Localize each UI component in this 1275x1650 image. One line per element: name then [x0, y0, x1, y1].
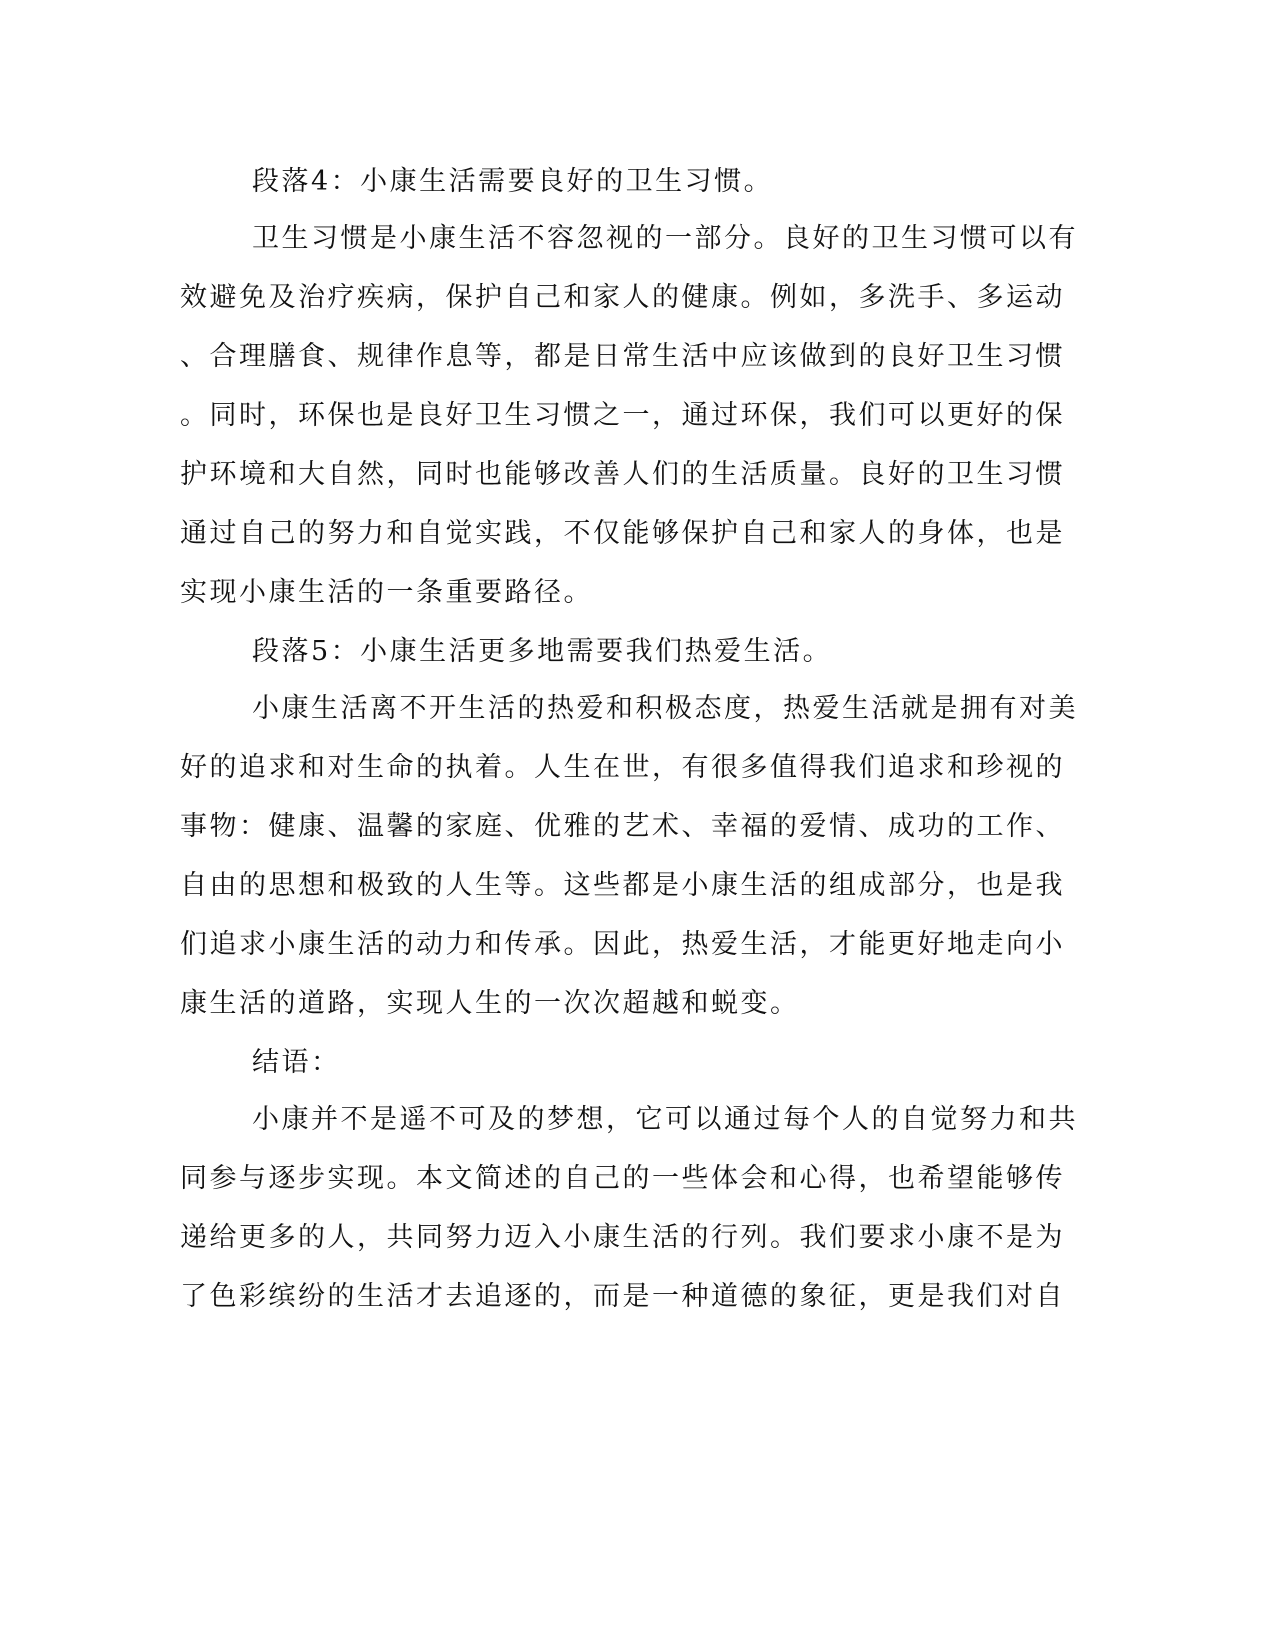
section-5-paragraph-line: 事物：健康、温馨的家庭、优雅的艺术、幸福的爱情、成功的工作、	[180, 811, 1065, 842]
section-4-paragraph-line: 卫生习惯是小康生活不容忽视的一部分。良好的卫生习惯可以有	[252, 223, 1078, 254]
section-4-paragraph-line: 护环境和大自然，同时也能够改善人们的生活质量。良好的卫生习惯	[180, 459, 1065, 490]
section-4-paragraph-line: 实现小康生活的一条重要路径。	[180, 577, 593, 608]
section-4-paragraph-line: 、合理膳食、规律作息等，都是日常生活中应该做到的良好卫生习惯	[180, 341, 1065, 372]
conclusion-paragraph-line: 同参与逐步实现。本文简述的自己的一些体会和心得，也希望能够传	[180, 1163, 1065, 1194]
section-5-heading: 段落5：小康生活更多地需要我们热爱生活。	[252, 636, 833, 667]
conclusion-paragraph-line: 小康并不是遥不可及的梦想，它可以通过每个人的自觉努力和共	[252, 1104, 1078, 1135]
section-4-paragraph-line: 。同时，环保也是良好卫生习惯之一，通过环保，我们可以更好的保	[180, 400, 1065, 431]
section-5-paragraph-line: 们追求小康生活的动力和传承。因此，热爱生活，才能更好地走向小	[180, 929, 1065, 960]
section-4-heading: 段落4：小康生活需要良好的卫生习惯。	[252, 166, 774, 197]
conclusion-paragraph-line: 了色彩缤纷的生活才去追逐的，而是一种道德的象征，更是我们对自	[180, 1281, 1065, 1312]
section-5-paragraph-line: 康生活的道路，实现人生的一次次超越和蜕变。	[180, 988, 800, 1019]
section-5-paragraph-line: 好的追求和对生命的执着。人生在世，有很多值得我们追求和珍视的	[180, 752, 1065, 783]
section-4-paragraph-line: 效避免及治疗疾病，保护自己和家人的健康。例如，多洗手、多运动	[180, 282, 1065, 313]
conclusion-paragraph-line: 递给更多的人，共同努力迈入小康生活的行列。我们要求小康不是为	[180, 1222, 1065, 1253]
section-5-paragraph-line: 小康生活离不开生活的热爱和积极态度，热爱生活就是拥有对美	[252, 693, 1078, 724]
section-5-paragraph-line: 自由的思想和极致的人生等。这些都是小康生活的组成部分，也是我	[180, 870, 1065, 901]
conclusion-heading: 结语：	[252, 1047, 341, 1078]
section-4-paragraph-line: 通过自己的努力和自觉实践，不仅能够保护自己和家人的身体，也是	[180, 518, 1065, 549]
document-body	[180, 160, 1078, 1334]
